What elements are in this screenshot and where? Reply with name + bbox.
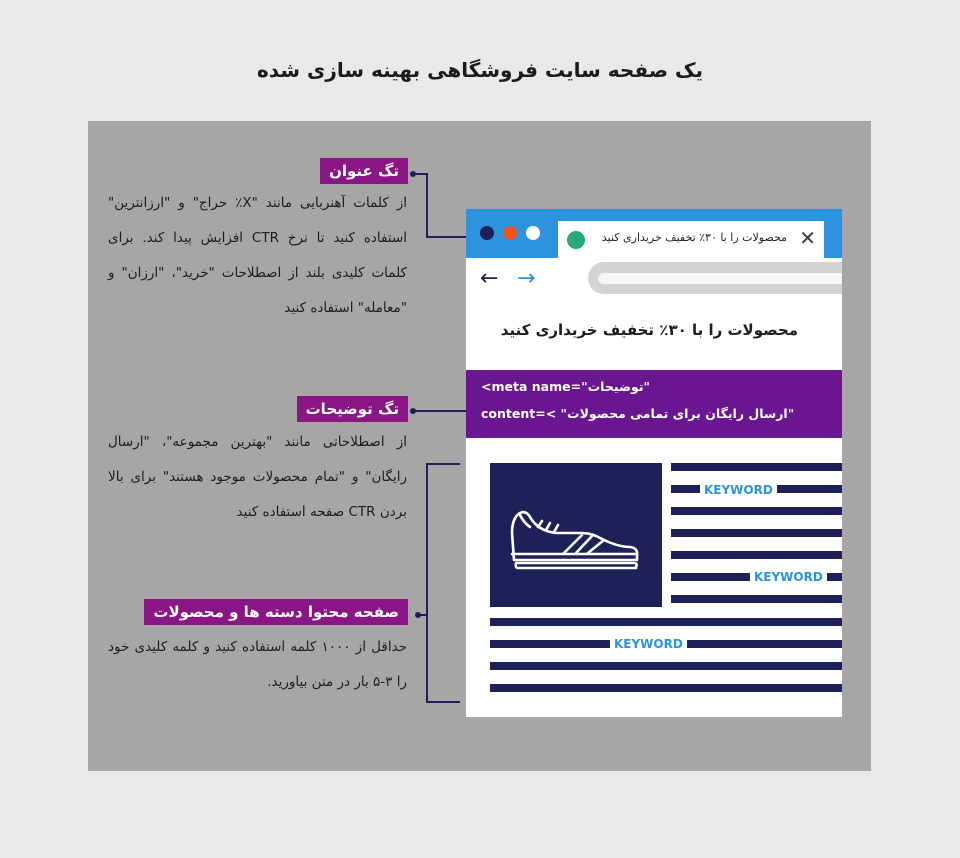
keyword-label: KEYWORD — [750, 571, 827, 583]
product-image — [490, 463, 662, 607]
window-dot-navy — [480, 226, 494, 240]
text-line — [490, 662, 842, 670]
meta-line-2-code: content= — [481, 406, 546, 421]
meta-line-2 — [481, 406, 794, 421]
close-icon[interactable]: ✕ — [799, 226, 816, 250]
browser-window — [466, 209, 842, 717]
sneaker-icon — [490, 463, 662, 607]
favicon-icon — [567, 231, 585, 249]
text-line — [671, 595, 842, 603]
title-tag-label: تگ عنوان — [320, 158, 408, 184]
content-page-label: صفحه محتوا دسته ها و محصولات — [144, 599, 408, 625]
back-arrow-icon[interactable]: ← — [480, 266, 499, 291]
meta-line-1-code: <meta name= — [481, 379, 582, 394]
text-line — [671, 463, 842, 471]
address-bar[interactable] — [588, 262, 842, 294]
keyword-label: KEYWORD — [700, 484, 777, 496]
description-tag-label: تگ توضیحات — [297, 396, 408, 422]
text-line — [671, 507, 842, 515]
forward-arrow-icon[interactable]: → — [517, 266, 536, 291]
description-tag-description: از اصطلاحاتی مانند "بهترین مجموعه"، "ارسال رایگان" و "تمام محصولات موجود هستند" برای بالا بردن CTR صفحه استفاده کنید — [108, 434, 407, 520]
meta-line-1 — [481, 379, 650, 394]
content-page-description: حداقل از ۱۰۰۰ کلمه استفاده کنید و کلمه کلیدی خود را ۳-۵ بار در متن بیاورید. — [108, 639, 408, 690]
browser-tab-title: محصولات را با ۳۰٪ تخفیف خریداری کنید — [601, 231, 787, 244]
meta-line-2-value: "ارسال رایگان برای تمامی محصولات" > — [545, 406, 795, 421]
window-dot-white — [526, 226, 540, 240]
keyword-label: KEYWORD — [610, 638, 687, 650]
text-line — [490, 684, 842, 692]
browser-tab[interactable] — [558, 221, 824, 258]
title-tag-description: از کلمات آهنربایی مانند "X٪ حراج" و "ارزانترین" استفاده کنید تا نرخ CTR افزایش پیدا کند. برای کلمات کلیدی بلند از اصطلاحات "خرید"، "ارزان" و "معامله" استفاده کنید — [108, 195, 408, 316]
meta-line-1-value: "توضیحات" — [581, 379, 651, 394]
page-title: یک صفحه سایت فروشگاهی بهینه سازی شده — [257, 58, 703, 82]
text-line — [671, 529, 842, 537]
browser-tab-bar — [466, 209, 842, 258]
window-dot-orange — [503, 226, 517, 240]
meta-description-band — [466, 370, 842, 438]
page-heading: محصولات را با ۳۰٪ تخفیف خریداری کنید — [500, 321, 798, 339]
text-line — [671, 551, 842, 559]
text-line — [490, 618, 842, 626]
address-bar-field — [598, 273, 842, 284]
